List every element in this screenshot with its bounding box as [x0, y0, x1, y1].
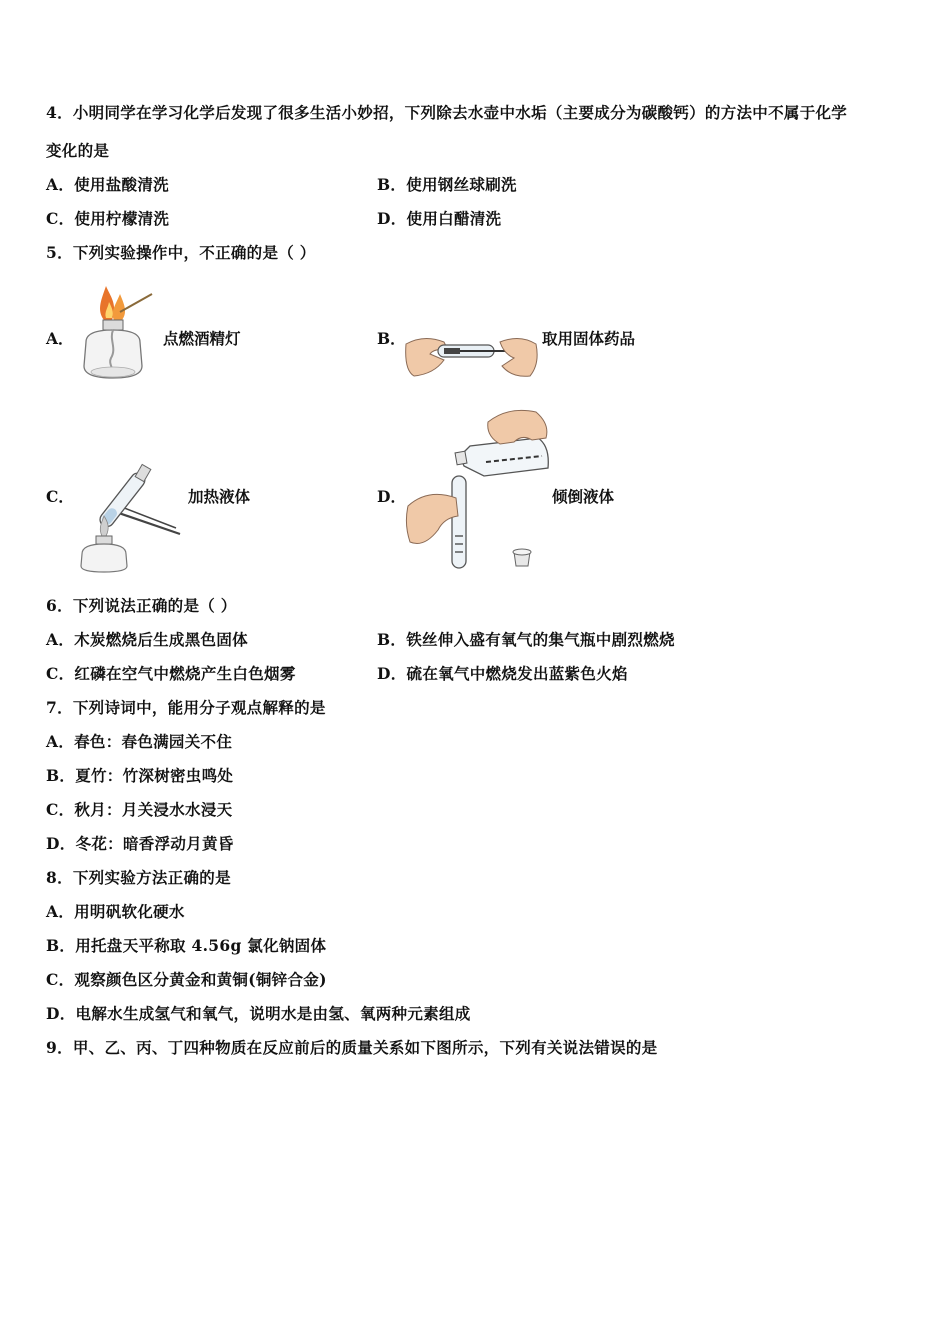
heating-liquid-figure: [76, 462, 186, 574]
q8-option-a: A．用明矾软化硬水: [46, 902, 185, 921]
q5-option-d-letter: D．: [377, 487, 406, 506]
q6-option-d: D．硫在氧气中燃烧发出蓝紫色火焰: [377, 664, 628, 683]
q5-option-a-caption: 点燃酒精灯: [163, 329, 241, 348]
q5-option-b-caption: 取用固体药品: [542, 329, 636, 348]
q7-option-c: C．秋月：月关浸水水浸天: [46, 800, 233, 819]
q6-option-a: A．木炭燃烧后生成黑色固体: [46, 630, 248, 649]
q6-option-c: C．红磷在空气中燃烧产生白色烟雾: [46, 664, 296, 683]
q4-stem-line2: 变化的是: [46, 141, 110, 160]
q8-option-b: B．用托盘天平称取 4.56g 氯化钠固体: [46, 936, 327, 955]
q4-option-a: A．使用盐酸清洗: [46, 175, 169, 194]
q5-option-c-caption: 加热液体: [188, 487, 251, 506]
q5-option-d-caption: 倾倒液体: [552, 487, 615, 506]
q9-stem: 9．甲、乙、丙、丁四种物质在反应前后的质量关系如下图所示，下列有关说法错误的是: [46, 1038, 658, 1057]
q5-option-a-letter: A．: [46, 329, 74, 348]
q4-option-c: C．使用柠檬清洗: [46, 209, 170, 228]
q4-option-b: B．使用钢丝球刷洗: [377, 175, 517, 194]
q5-option-c-letter: C．: [46, 487, 74, 506]
q5-stem: 5．下列实验操作中，不正确的是（ ）: [46, 243, 316, 262]
q4-stem-line1: 4．小明同学在学习化学后发现了很多生活小妙招，下列除去水壶中水垢（主要成分为碳酸钙）的方法中不属于化学: [46, 103, 848, 122]
q6-option-b: B．铁丝伸入盛有氧气的集气瓶中剧烈燃烧: [377, 630, 675, 649]
pouring-liquid-figure: [404, 406, 554, 574]
q8-stem: 8．下列实验方法正确的是: [46, 868, 231, 887]
solid-reagent-figure: [404, 330, 540, 382]
alcohol-lamp-lighting-figure: [76, 282, 158, 386]
q7-stem: 7．下列诗词中，能用分子观点解释的是: [46, 698, 326, 717]
q8-option-d: D．电解水生成氢气和氧气，说明水是由氢、氧两种元素组成: [46, 1004, 471, 1023]
q7-option-b: B．夏竹：竹深树密虫鸣处: [46, 766, 234, 785]
q7-option-a: A．春色：春色满园关不住: [46, 732, 233, 751]
q5-option-b-letter: B．: [377, 329, 406, 348]
q7-option-d: D．冬花：暗香浮动月黄昏: [46, 834, 234, 853]
q8-option-c: C．观察颜色区分黄金和黄铜(铜锌合金): [46, 970, 327, 989]
q4-option-d: D．使用白醋清洗: [377, 209, 502, 228]
q6-stem: 6．下列说法正确的是（ ）: [46, 596, 237, 615]
